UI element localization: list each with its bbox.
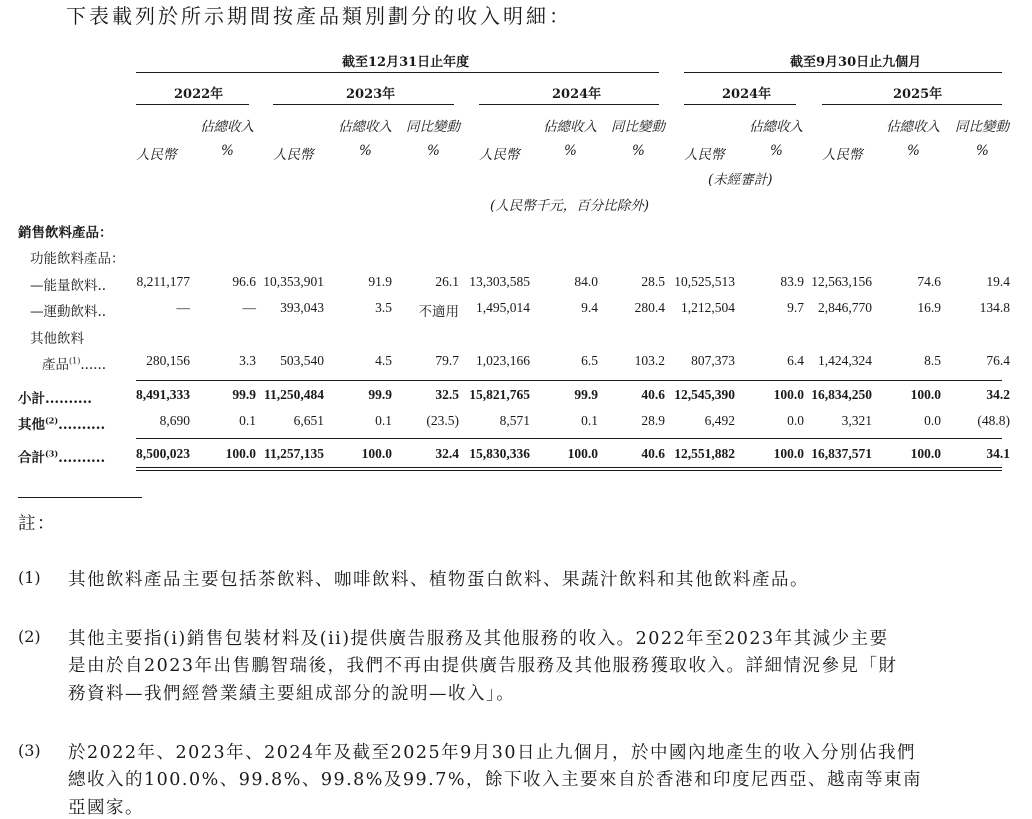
pct-header-2022: 佔總收入 (200, 119, 254, 135)
note-1-line-1: 其他飲料產品主要包括茶飲料、咖啡飲料、植物蛋白飲料、果蔬汁飲料和其他飲料產品。 (68, 570, 809, 590)
rmb-2024-nine-months: 人民幣 (684, 147, 725, 163)
header-period-nine-months: 截至9月30日止九個月 (790, 55, 922, 70)
subtotal-cell: 100.0 (773, 387, 804, 402)
notes-heading: 註： (18, 514, 56, 534)
other_bev-cell: 6.5 (581, 353, 598, 368)
others-cell: 28.9 (641, 413, 665, 428)
yoy-unit-2023: % (427, 143, 440, 159)
other_bev-cell: 6.4 (787, 353, 804, 368)
note-1-number: (1) (18, 568, 41, 587)
header-period-year: 截至12月31日止年度 (342, 55, 470, 70)
energy-label: —能量飲料.. (30, 278, 107, 294)
sports-cell: — (242, 300, 256, 315)
others-cell: 0.0 (924, 413, 941, 428)
subtotal-cell: 40.6 (641, 387, 665, 402)
other_bev-cell: 103.2 (634, 353, 665, 368)
energy-cell: 12,563,156 (811, 274, 872, 289)
other_bev-cell: 76.4 (986, 353, 1010, 368)
subtotal-cell: 99.9 (368, 387, 392, 402)
others-cell: (23.5) (426, 413, 459, 428)
note-3-line-1: 於2022年、2023年、2024年及截至2025年9月30日止九個月，於中國內地產生的收入分別佔我們 (68, 743, 917, 763)
notes-divider (18, 497, 142, 498)
sports-cell: — (176, 300, 190, 315)
energy-cell: 19.4 (986, 274, 1010, 289)
total-cell: 100.0 (567, 446, 598, 461)
subtotal-cell: 34.2 (986, 387, 1010, 402)
energy-cell: 10,525,513 (674, 274, 735, 289)
note-2-line-2: 是由於自2023年出售鵬智瑞後，我們不再由提供廣告服務及其他服務獲取收入。詳細情況參見「財 (68, 656, 898, 676)
other_bev-cell: 807,373 (691, 353, 735, 368)
unit-note: (人民幣千元，百分比除外) (490, 198, 650, 214)
sales-section-label: 銷售飲料產品： (18, 225, 113, 241)
others-cell: 0.1 (375, 413, 392, 428)
others-cell: 6,651 (293, 413, 324, 428)
unaudited-note: (未經審計) (708, 172, 773, 188)
others-cell: 8,571 (499, 413, 530, 428)
sports-cell: 393,043 (280, 300, 324, 315)
energy-cell: 28.5 (641, 274, 665, 289)
total-cell: 32.4 (435, 446, 459, 461)
energy-cell: 8,211,177 (136, 274, 190, 289)
others-label-dots: .......... (58, 417, 106, 433)
other_bev-cell: 4.5 (375, 353, 392, 368)
other_bev-cell: 3.3 (239, 353, 256, 368)
others-label (18, 413, 105, 433)
subtotal-cell: 16,834,250 (811, 387, 872, 402)
total-cell: 100.0 (225, 446, 256, 461)
energy-cell: 74.6 (917, 274, 941, 289)
total-cell: 16,837,571 (811, 446, 872, 461)
rmb-2023: 人民幣 (273, 147, 314, 163)
pct-header-2023: 佔總收入 (338, 119, 392, 135)
year-2024: 2024年 (552, 87, 602, 102)
total-label-dots: .......... (58, 450, 106, 466)
other_bev-cell: 1,023,166 (476, 353, 530, 368)
year-2022: 2022年 (174, 87, 224, 102)
sports-cell: 不適用 (418, 304, 459, 319)
other_bev-cell: 8.5 (924, 353, 941, 368)
sports-label: —運動飲料.. (30, 304, 107, 320)
subtotal-cell: 11,250,484 (263, 387, 324, 402)
year-rule-2024-nine-months (684, 104, 796, 105)
energy-cell: 26.1 (435, 274, 459, 289)
total-top-rule (136, 438, 1002, 439)
subtotal-cell: 99.9 (574, 387, 598, 402)
others-cell: 0.0 (787, 413, 804, 428)
other_bev-cell: 280,156 (146, 353, 190, 368)
yoy-header-2024: 同比變動 (611, 119, 665, 135)
intro-sentence: 下表載列於所示期間按產品類別劃分的收入明細： (66, 4, 572, 28)
yoy-header-2023: 同比變動 (406, 119, 460, 135)
other_bev-cell: 79.7 (435, 353, 459, 368)
subtotal-cell: 12,545,390 (674, 387, 735, 402)
yoy-unit-2024: % (632, 143, 645, 159)
sports-cell: 9.7 (787, 300, 804, 315)
other-bev-footnote-ref: (1) (69, 356, 81, 366)
total-cell: 15,830,336 (469, 446, 530, 461)
subtotal-top-rule (136, 380, 1002, 381)
rmb-2022: 人民幣 (136, 147, 177, 163)
total-label (18, 446, 105, 466)
sports-cell: 1,495,014 (476, 300, 530, 315)
others-footnote-ref: (2) (45, 415, 59, 426)
total-cell: 8,500,023 (136, 446, 190, 461)
other_bev-cell: 503,540 (280, 353, 324, 368)
others-cell: 0.1 (581, 413, 598, 428)
sports-cell: 9.4 (581, 300, 598, 315)
total-cell: 40.6 (641, 446, 665, 461)
others-cell: 8,690 (159, 413, 190, 428)
rmb-2024: 人民幣 (479, 147, 520, 163)
sports-cell: 3.5 (375, 300, 392, 315)
other-bev-label (42, 353, 106, 373)
note-2-number: (2) (18, 627, 41, 646)
year-rule-2022 (136, 104, 249, 105)
year-2024-nine-months: 2024年 (722, 87, 772, 102)
total-footnote-ref: (3) (45, 448, 59, 459)
others-label-text: 其他 (18, 417, 45, 433)
energy-cell: 91.9 (368, 274, 392, 289)
total-cell: 12,551,882 (674, 446, 735, 461)
subtotal-cell: 8,491,333 (136, 387, 190, 402)
sports-cell: 16.9 (917, 300, 941, 315)
other-bev-label-dots: ...... (80, 357, 107, 373)
header-rule-nine-months (684, 72, 1002, 73)
pct-header-2024: 佔總收入 (543, 119, 597, 135)
pct-unit-2024-nine-months: % (770, 143, 783, 159)
pct-header-2025-nine-months: 佔總收入 (886, 119, 940, 135)
others-cell: 3,321 (841, 413, 872, 428)
functional-label: 功能飲料產品： (30, 251, 125, 267)
note-3-line-3: 亞國家。 (68, 798, 144, 818)
pct-unit-2024: % (564, 143, 577, 159)
note-3-number: (3) (18, 741, 41, 760)
total-cell: 100.0 (910, 446, 941, 461)
energy-cell: 13,303,585 (469, 274, 530, 289)
rmb-2025-nine-months: 人民幣 (822, 147, 863, 163)
sports-cell: 134.8 (979, 300, 1010, 315)
energy-cell: 83.9 (780, 274, 804, 289)
pct-unit-2025-nine-months: % (907, 143, 920, 159)
subtotal-label: 小計.......... (18, 391, 92, 407)
total-cell: 11,257,135 (263, 446, 324, 461)
total-cell: 100.0 (773, 446, 804, 461)
total-cell: 100.0 (361, 446, 392, 461)
others-cell: 6,492 (704, 413, 735, 428)
subtotal-cell: 100.0 (910, 387, 941, 402)
subtotal-cell: 15,821,765 (469, 387, 530, 402)
subtotal-cell: 99.9 (232, 387, 256, 402)
sports-cell: 2,846,770 (818, 300, 872, 315)
total-double-rule (136, 467, 1002, 471)
others-cell: 0.1 (239, 413, 256, 428)
total-cell: 34.1 (986, 446, 1010, 461)
energy-cell: 96.6 (232, 274, 256, 289)
year-rule-2023 (273, 104, 454, 105)
pct-unit-2022: % (221, 143, 234, 159)
year-rule-2025-nine-months (822, 104, 1002, 105)
note-2-line-1: 其他主要指(i)銷售包裝材料及(ii)提供廣告服務及其他服務的收入。2022年至2023年其減少主要 (68, 629, 889, 649)
total-label-text: 合計 (18, 450, 45, 466)
yoy-header-2025-nine-months: 同比變動 (955, 119, 1009, 135)
year-2023: 2023年 (346, 87, 396, 102)
year-2025-nine-months: 2025年 (893, 87, 943, 102)
subtotal-cell: 32.5 (435, 387, 459, 402)
other-bev-label-line1: 其他飲料 (30, 331, 84, 347)
pct-header-2024-nine-months: 佔總收入 (749, 119, 803, 135)
note-2-line-3: 務資料—我們經營業績主要組成部分的說明—收入」。 (68, 684, 516, 704)
other_bev-cell: 1,424,324 (818, 353, 872, 368)
year-rule-2024 (479, 104, 659, 105)
others-cell: (48.8) (977, 413, 1010, 428)
other-bev-label-text: 產品 (42, 357, 69, 373)
header-rule-year (136, 72, 659, 73)
yoy-unit-2025-nine-months: % (976, 143, 989, 159)
sports-cell: 280.4 (634, 300, 665, 315)
energy-cell: 10,353,901 (263, 274, 324, 289)
pct-unit-2023: % (359, 143, 372, 159)
note-3-line-2: 總收入的100.0%、99.8%、99.8%及99.7%，餘下收入主要來自於香港和印度尼西亞、越南等東南 (68, 770, 923, 790)
energy-cell: 84.0 (574, 274, 598, 289)
sports-cell: 1,212,504 (681, 300, 735, 315)
